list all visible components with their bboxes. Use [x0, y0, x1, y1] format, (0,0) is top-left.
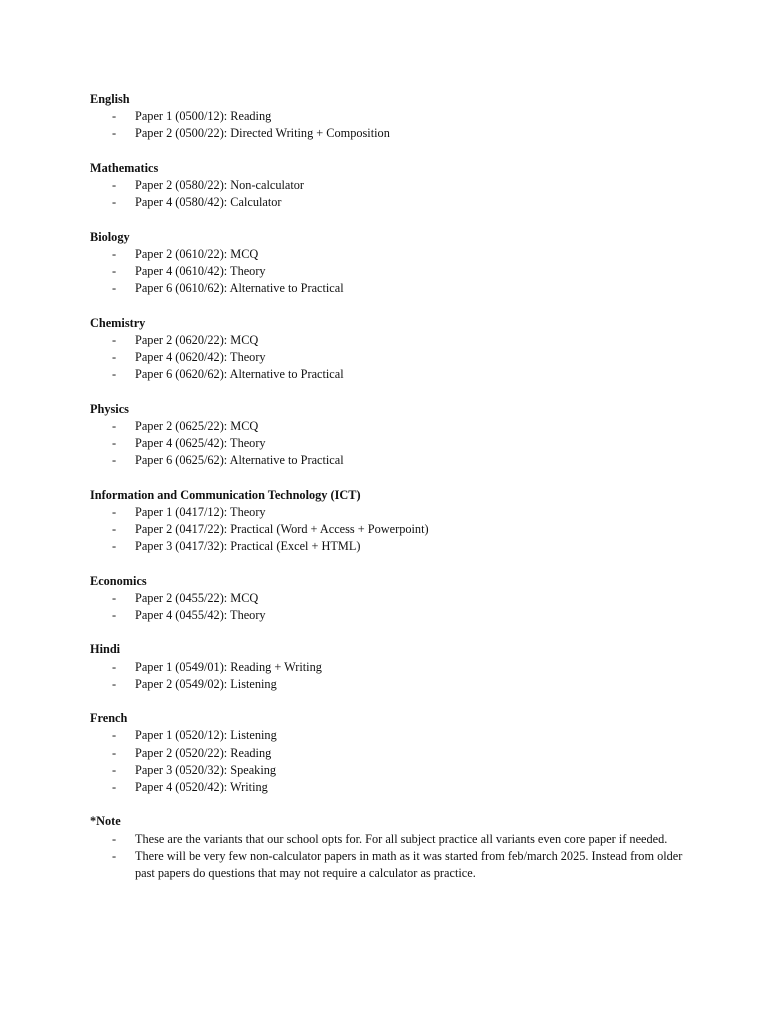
dash-bullet: - [112, 264, 117, 278]
section-mathematics [90, 160, 690, 212]
item-text: Paper 3 (0417/32): Practical (Excel + HTML) [135, 539, 361, 554]
list-item [90, 779, 690, 796]
dash-bullet: - [112, 780, 117, 794]
section-heading: Hindi [90, 642, 121, 657]
list-item [90, 745, 690, 762]
section-biology [90, 229, 690, 298]
item-text: Paper 1 (0417/12): Theory [135, 504, 266, 519]
list-item [90, 590, 690, 607]
list-item [90, 177, 690, 194]
list-item [90, 521, 690, 538]
item-text: Paper 6 (0620/62): Alternative to Practical [135, 367, 344, 382]
dash-bullet: - [112, 332, 117, 347]
list-item [90, 607, 690, 624]
dash-bullet: - [112, 762, 117, 777]
item-text: Paper 4 (0625/42): Theory [135, 436, 266, 450]
dash-bullet: - [112, 522, 117, 536]
section-ict [90, 487, 690, 556]
dash-bullet: - [112, 504, 117, 519]
list-item [90, 659, 690, 676]
item-text: Paper 2 (0620/22): MCQ [135, 332, 259, 347]
item-text: Paper 1 (0549/01): Reading + Writing [135, 659, 322, 674]
dash-bullet: - [112, 848, 117, 863]
item-text: Paper 2 (0417/22): Practical (Word + Access + Powerpoint) [135, 522, 429, 536]
dash-bullet: - [112, 728, 117, 743]
section-heading: French [90, 711, 128, 726]
list-item [90, 366, 690, 383]
document-body [90, 91, 690, 899]
paper-list [90, 590, 690, 624]
list-item [90, 332, 690, 349]
item-text: Paper 3 (0520/32): Speaking [135, 762, 277, 777]
section-french [90, 710, 690, 796]
paper-list [90, 659, 690, 693]
paper-list [90, 177, 690, 211]
dash-bullet: - [112, 195, 117, 210]
paper-list [90, 504, 690, 556]
section-english [90, 91, 690, 143]
section-note [90, 813, 690, 882]
dash-bullet: - [112, 659, 117, 674]
item-text: Paper 2 (0455/22): MCQ [135, 590, 259, 605]
list-item [90, 280, 690, 297]
item-text: Paper 6 (0625/62): Alternative to Practical [135, 453, 344, 468]
list-item [90, 108, 690, 125]
section-heading: Chemistry [90, 315, 146, 330]
item-text: Paper 4 (0520/42): Writing [135, 780, 268, 794]
section-heading: Physics [90, 401, 129, 416]
section-physics [90, 401, 690, 470]
dash-bullet: - [112, 418, 117, 433]
dash-bullet: - [112, 350, 117, 364]
dash-bullet: - [112, 246, 117, 261]
item-text: Paper 4 (0620/42): Theory [135, 350, 266, 364]
item-text: Paper 2 (0520/22): Reading [135, 745, 272, 760]
dash-bullet: - [112, 126, 117, 141]
section-heading: Biology [90, 229, 130, 244]
item-text: Paper 4 (0455/42): Theory [135, 608, 266, 622]
dash-bullet: - [112, 608, 117, 622]
dash-bullet: - [112, 539, 117, 554]
note-list [90, 831, 690, 883]
dash-bullet: - [112, 367, 117, 382]
section-heading: Information and Communication Technology (ICT) [90, 487, 361, 502]
dash-bullet: - [112, 831, 117, 846]
list-item [90, 504, 690, 521]
list-item [90, 349, 690, 366]
dash-bullet: - [112, 453, 117, 468]
list-item [90, 538, 690, 555]
list-item [90, 194, 690, 211]
section-heading: English [90, 92, 130, 106]
list-item [90, 727, 690, 744]
section-economics [90, 573, 690, 625]
dash-bullet: - [112, 281, 117, 296]
paper-list [90, 332, 690, 384]
list-item [90, 762, 690, 779]
list-item [90, 418, 690, 435]
list-item [90, 676, 690, 693]
note-item [90, 831, 690, 848]
section-heading: Economics [90, 573, 147, 588]
dash-bullet: - [112, 436, 117, 450]
dash-bullet: - [112, 178, 117, 192]
paper-list [90, 246, 690, 298]
note-text: These are the variants that our school opts for. For all subject practice all variants even core paper if needed. [135, 831, 668, 846]
item-text: Paper 2 (0610/22): MCQ [135, 246, 259, 261]
section-chemistry [90, 315, 690, 384]
list-item [90, 125, 690, 142]
paper-list [90, 108, 690, 142]
item-text: Paper 1 (0520/12): Listening [135, 728, 277, 743]
dash-bullet: - [112, 590, 117, 605]
item-text: Paper 2 (0625/22): MCQ [135, 418, 259, 433]
note-item [90, 848, 690, 882]
dash-bullet: - [112, 745, 117, 760]
section-heading: Mathematics [90, 160, 159, 175]
dash-bullet: - [112, 676, 117, 691]
section-hindi [90, 641, 690, 693]
item-text: Paper 4 (0610/42): Theory [135, 264, 266, 278]
paper-list [90, 727, 690, 796]
item-text: Paper 6 (0610/62): Alternative to Practical [135, 281, 344, 296]
paper-list [90, 418, 690, 470]
item-text: Paper 2 (0549/02): Listening [135, 676, 277, 691]
list-item [90, 452, 690, 469]
list-item [90, 263, 690, 280]
note-heading: *Note [90, 814, 121, 829]
dash-bullet: - [112, 109, 117, 124]
list-item [90, 435, 690, 452]
item-text: Paper 2 (0580/22): Non-calculator [135, 178, 305, 192]
list-item [90, 246, 690, 263]
item-text: Paper 1 (0500/12): Reading [135, 109, 272, 124]
item-text: Paper 4 (0580/42): Calculator [135, 195, 282, 210]
item-text: Paper 2 (0500/22): Directed Writing + Composition [135, 126, 390, 141]
note-text: There will be very few non-calculator papers in math as it was started from feb/march 2025. Instead from older past papers do questions that may not require a calculator as practice. [135, 848, 683, 880]
